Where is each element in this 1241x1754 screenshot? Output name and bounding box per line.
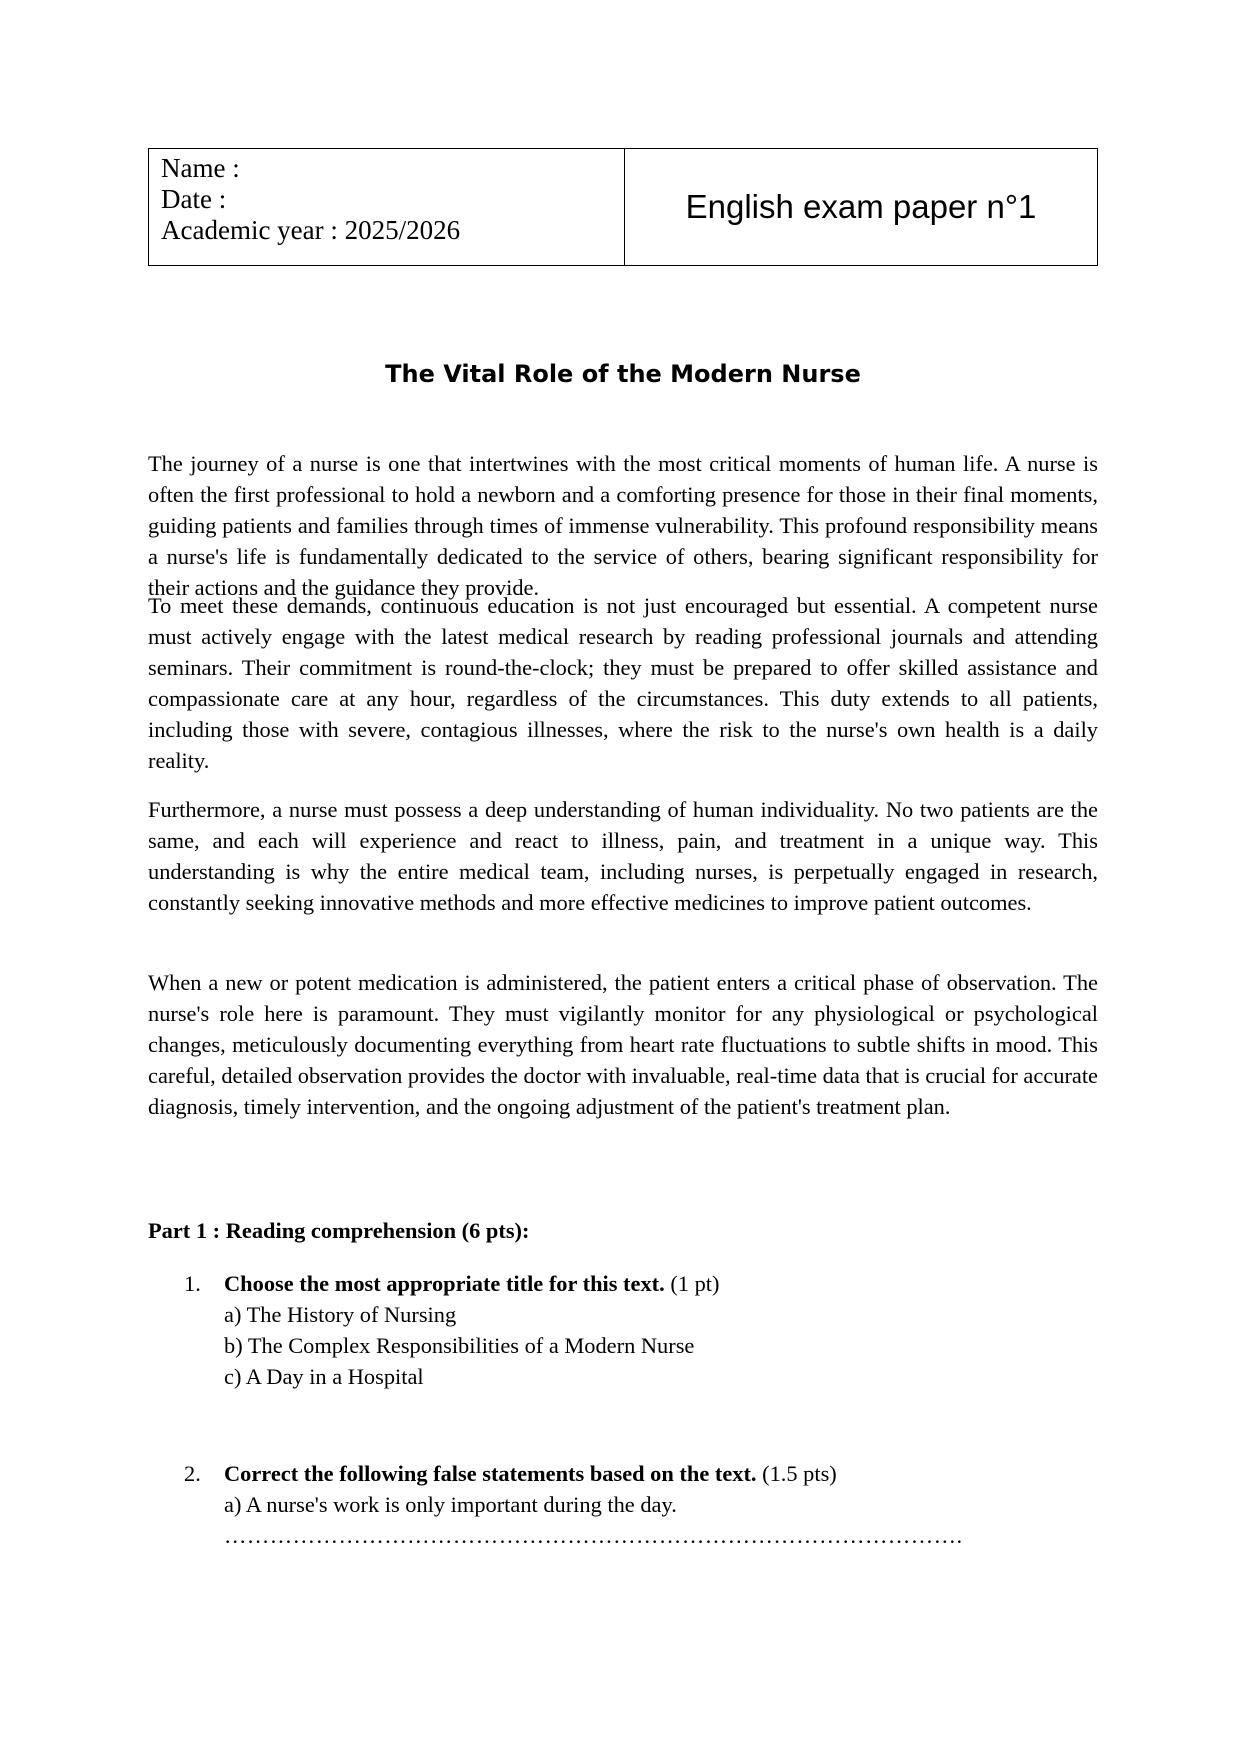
paragraph-2: To meet these demands, continuous education is not just encouraged but essential. A competent nurse must actively engage with the latest medical research by reading professional journals and attending seminars. Their commitment is round-the-clock; they must be prepared to offer skilled assistance and compassionate care at any hour, regardless of the circumstances. This duty extends to all patients, including those with severe, contagious illnesses, where the risk to the nurse's own health is a daily reality.: [148, 593, 1098, 773]
name-label: Name :: [161, 153, 240, 183]
option-b: b) The Complex Responsibilities of a Modern Nurse: [224, 1333, 695, 1358]
text-title: The Vital Role of the Modern Nurse: [385, 360, 861, 388]
paragraph-4: When a new or potent medication is administered, the patient enters a critical phase of observation. The nurse's role here is paramount. They must vigilantly monitor for any physiological or psychological changes, meticulously documenting everything from heart rate fluctuations to subtle shifts in mood. This careful, detailed observation provides the doctor with invaluable, real-time data that is crucial for accurate diagnosis, timely intervention, and the ongoing adjustment of the patient's treatment plan.: [148, 970, 1098, 1119]
question-points: (1 pt): [664, 1271, 720, 1296]
question-2: [184, 1458, 1084, 1551]
question-points: (1.5 pts): [756, 1461, 837, 1486]
statement-a: a) A nurse's work is only important during the day.: [224, 1492, 677, 1517]
question-prompt: Choose the most appropriate title for this text.: [224, 1271, 665, 1296]
part1-heading: Part 1 : Reading comprehension (6 pts):: [148, 1218, 530, 1243]
option-c: c) A Day in a Hospital: [224, 1364, 424, 1389]
question-number: 2.: [184, 1461, 201, 1486]
exam-title: English exam paper n°1: [685, 188, 1037, 225]
question-1-line: [184, 1268, 1084, 1299]
academic-year-label: Academic year : 2025/2026: [161, 215, 461, 245]
question-2-line: [184, 1458, 1084, 1489]
student-info-cell: [149, 149, 625, 265]
answer-line[interactable]: …………………………………………………………………………………….: [224, 1523, 963, 1548]
paragraph-3: Furthermore, a nurse must possess a deep understanding of human individuality. No two patients are the same, and each will experience and react to illness, pain, and treatment in a unique way. This understanding is why the entire medical team, including nurses, is perpetually engaged in research, constantly seeking innovative methods and more effective medicines to improve patient outcomes.: [148, 797, 1098, 915]
question-number: 1.: [184, 1271, 201, 1296]
question-prompt: Correct the following false statements based on the text.: [224, 1461, 757, 1486]
question-1: [184, 1268, 1084, 1392]
header-table: [148, 148, 1098, 266]
date-label: Date :: [161, 184, 227, 214]
exam-title-cell: [625, 149, 1097, 265]
option-a: a) The History of Nursing: [224, 1302, 457, 1327]
paragraph-1: The journey of a nurse is one that intertwines with the most critical moments of human life. A nurse is often the first professional to hold a newborn and a comforting presence for those in their final moments, guiding patients and families through times of immense vulnerability. This profound responsibility means a nurse's life is fundamentally dedicated to the service of others, bearing significant responsibility for their actions and the guidance they provide.: [148, 451, 1098, 600]
